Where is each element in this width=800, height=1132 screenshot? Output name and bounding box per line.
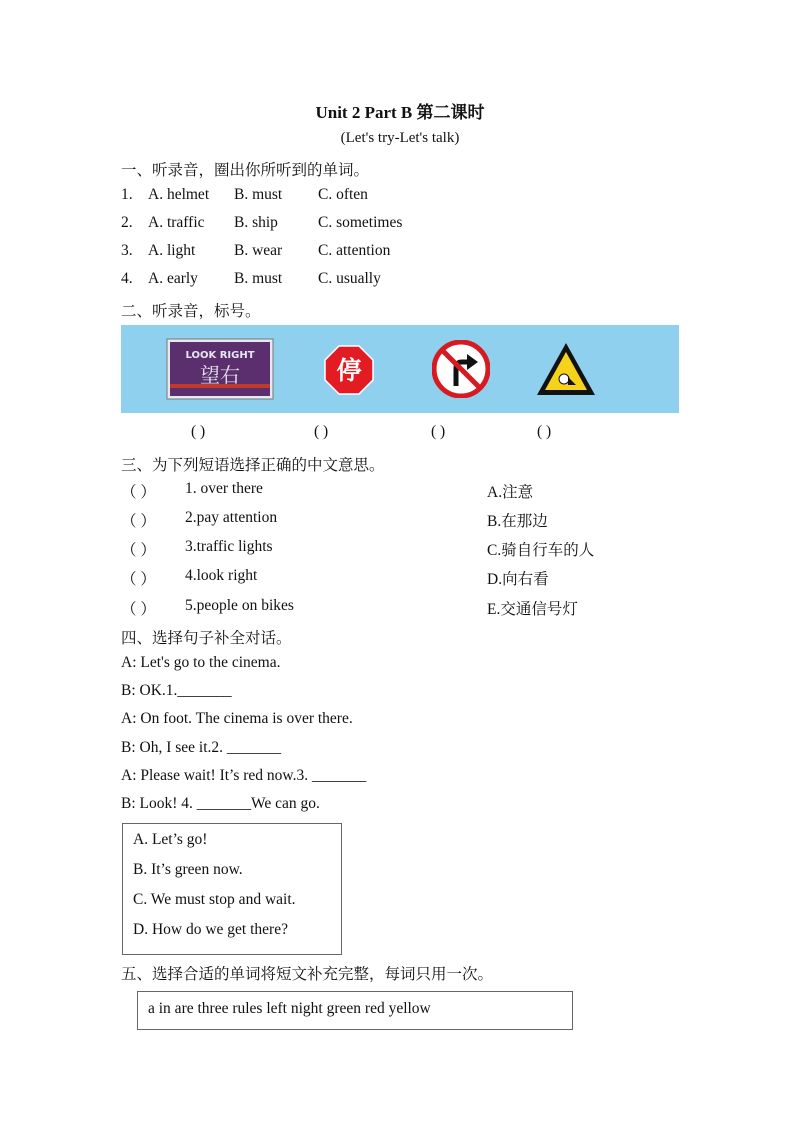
answer-blank[interactable]: ( ) [537, 423, 552, 440]
item-number: 1. [121, 186, 133, 203]
page-title: Unit 2 Part B 第二课时 [315, 103, 485, 122]
option-item: C. We must stop and wait. [133, 891, 296, 908]
answer-paren[interactable]: （ ） [121, 513, 156, 530]
phrase-english: 2.pay attention [185, 509, 278, 526]
phrase-english: 1. over there [185, 480, 263, 497]
answer-blank[interactable]: ( ) [431, 423, 446, 440]
phrase-english: 5.people on bikes [185, 597, 294, 614]
page-subtitle: (Let's try-Let's talk) [340, 130, 460, 146]
phrase-chinese: C.骑自行车的人 [487, 542, 595, 559]
option-item: B. It’s green now. [133, 861, 243, 878]
dialogue-line: B: Look! 4. _______We can go. [121, 795, 320, 812]
look-right-sign-icon [166, 338, 274, 400]
answer-paren[interactable]: （ ） [121, 484, 156, 501]
option-a: A. early [148, 270, 198, 287]
option-c: C. sometimes [318, 214, 403, 231]
section2-heading: 二、听录音，标号。 [121, 303, 261, 320]
section1-heading: 一、听录音，圈出你所听到的单词。 [121, 162, 370, 179]
dialogue-line: A: Let's go to the cinema. [121, 654, 281, 671]
phrase-chinese: D.向右看 [487, 571, 549, 588]
option-item: D. How do we get there? [133, 921, 288, 938]
option-c: C. usually [318, 270, 381, 287]
signs-banner [121, 325, 679, 413]
warning-triangle-sign-icon [535, 341, 597, 397]
phrase-english: 3.traffic lights [185, 538, 273, 555]
section3-heading: 三、为下列短语选择正确的中文意思。 [121, 457, 385, 474]
item-number: 4. [121, 270, 133, 287]
dialogue-line: B: OK.1._______ [121, 682, 232, 699]
option-a: A. light [148, 242, 196, 259]
option-item: A. Let’s go! [133, 831, 208, 848]
option-c: C. often [318, 186, 368, 203]
answer-paren[interactable]: （ ） [121, 601, 156, 618]
phrase-english: 4.look right [185, 567, 258, 584]
option-b: B. must [234, 186, 283, 203]
option-b: B. must [234, 270, 283, 287]
answer-blank[interactable]: ( ) [191, 423, 206, 440]
option-a: A. helmet [148, 186, 210, 203]
phrase-chinese: A.注意 [487, 484, 534, 501]
option-c: C. attention [318, 242, 391, 259]
answer-blank[interactable]: ( ) [314, 423, 329, 440]
word-bank-box [137, 991, 573, 1030]
stop-sign-icon [324, 345, 374, 395]
item-number: 3. [121, 242, 133, 259]
section4-heading: 四、选择句子补全对话。 [121, 630, 292, 647]
dialogue-line: A: On foot. The cinema is over there. [121, 710, 353, 727]
dialogue-line: B: Oh, I see it.2. _______ [121, 739, 282, 756]
answer-paren[interactable]: （ ） [121, 542, 156, 559]
section5-heading: 五、选择合适的单词将短文补充完整，每词只用一次。 [121, 966, 494, 983]
option-a: A. traffic [148, 214, 205, 231]
svg-text:停: 停 [336, 356, 362, 385]
dialogue-line: A: Please wait! It’s red now.3. _______ [121, 767, 367, 784]
svg-text:LOOK RIGHT: LOOK RIGHT [185, 350, 255, 361]
no-right-turn-sign-icon [432, 340, 490, 398]
option-b: B. wear [234, 242, 283, 259]
svg-text:望右: 望右 [200, 363, 240, 387]
phrase-chinese: E.交通信号灯 [487, 601, 578, 618]
option-b: B. ship [234, 214, 278, 231]
item-number: 2. [121, 214, 133, 231]
word-bank: a in are three rules left night green red yellow [148, 1000, 431, 1017]
options-box [122, 823, 342, 955]
answer-paren[interactable]: （ ） [121, 571, 156, 588]
phrase-chinese: B.在那边 [487, 513, 548, 530]
